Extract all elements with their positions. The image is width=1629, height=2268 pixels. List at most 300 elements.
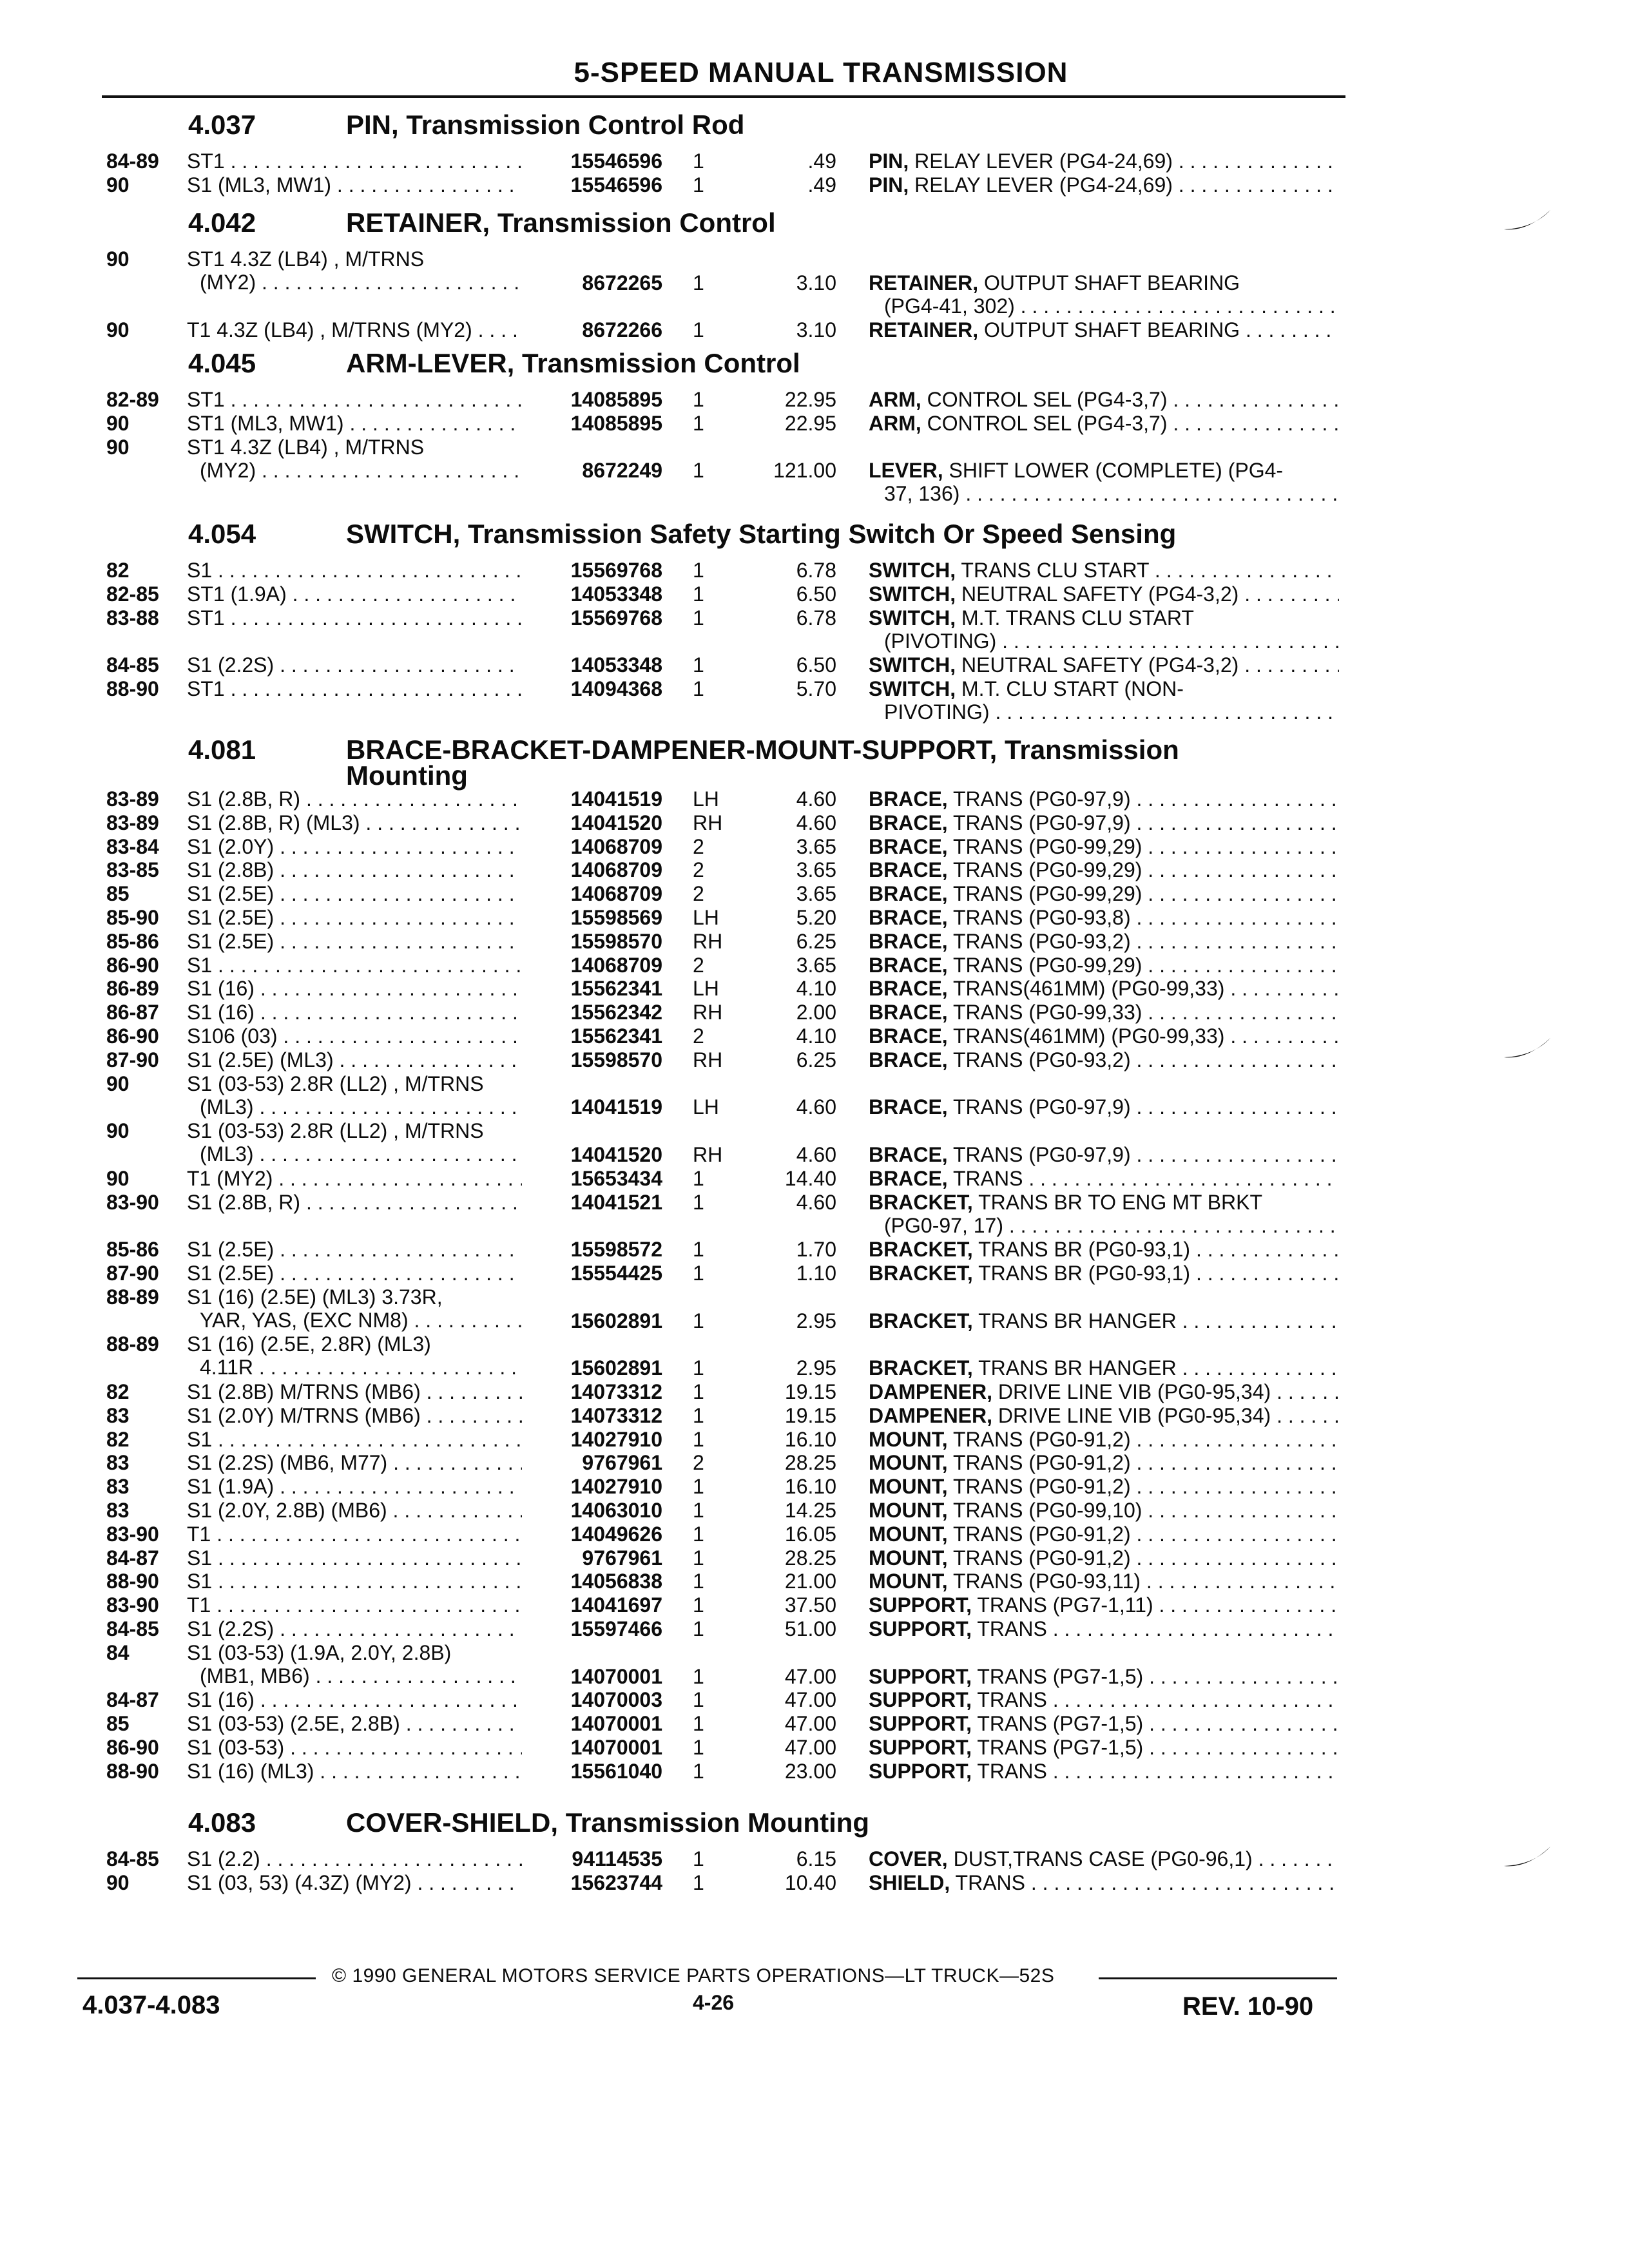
- section-heading: [0, 110, 1629, 148]
- part-description: [869, 1712, 1339, 1735]
- application-text: (MB1, MB6): [200, 1664, 310, 1687]
- description-line: [869, 1499, 1339, 1522]
- description-line: [869, 1736, 1339, 1759]
- part-number: 14041520: [570, 1142, 662, 1166]
- description-text: TRANS (PG7-1,5): [972, 1736, 1144, 1759]
- description-line: [869, 1095, 1339, 1119]
- application-line: [187, 606, 522, 629]
- description-text: TRANS (PG0-97,9): [947, 787, 1131, 811]
- price: 4.60: [796, 1190, 836, 1214]
- description-line: [869, 906, 1339, 929]
- application-text: S1 (2.5E): [187, 882, 275, 906]
- application-line: [187, 930, 522, 953]
- leader-dots: [1131, 1048, 1339, 1072]
- model-years: 83: [106, 1475, 130, 1499]
- application-line: [187, 1546, 522, 1570]
- page-title: 5-SPEED MANUAL TRANSMISSION: [574, 57, 1068, 88]
- application: [187, 1048, 522, 1072]
- application: [187, 811, 522, 834]
- application-line: [187, 811, 522, 834]
- application-text: S1 (1.9A): [187, 1475, 275, 1499]
- parts-row: [0, 435, 1629, 506]
- leader-dots: [256, 459, 522, 482]
- parts-row: [0, 653, 1629, 677]
- parts-row: [0, 1428, 1629, 1452]
- part-number: 15598569: [570, 906, 662, 929]
- application-line: [187, 1847, 522, 1870]
- part-name: ARM,: [869, 411, 921, 435]
- leader-dots: [412, 1871, 522, 1894]
- application: [187, 1001, 522, 1024]
- description-line: [869, 1617, 1339, 1640]
- description-text: TRANS(461MM) (PG0-99,33): [947, 977, 1225, 1001]
- application-text: ST1 4.3Z (LB4) , M/TRNS: [187, 435, 425, 459]
- section-title: SWITCH, Transmission Safety Starting Switch Or Speed Sensing: [346, 519, 1177, 549]
- application-line: [187, 1523, 522, 1546]
- part-name: SUPPORT,: [869, 1688, 972, 1712]
- application-line: [187, 1238, 522, 1261]
- part-name: BRACE,: [869, 1142, 948, 1166]
- model-years: 90: [106, 1166, 130, 1190]
- application-text: S1 (2.0Y): [187, 834, 275, 858]
- part-number: 94114535: [572, 1847, 662, 1870]
- model-years: 84-87: [106, 1688, 159, 1712]
- price: 6.50: [796, 582, 836, 606]
- part-name: DAMPENER,: [869, 1380, 993, 1403]
- description-text: TRANS (PG7-1,5): [972, 1712, 1144, 1736]
- application-text: (MY2): [200, 458, 256, 482]
- leader-dots: [1015, 294, 1339, 318]
- description-line: [869, 1001, 1339, 1024]
- parts-row: [0, 1871, 1629, 1895]
- part-number: 15562341: [570, 1024, 662, 1048]
- price: 10.40: [784, 1870, 836, 1894]
- description-text: TRANS (PG0-99,29): [947, 858, 1142, 882]
- leader-dots: [1224, 1024, 1339, 1048]
- price: 3.65: [796, 858, 836, 882]
- application-text: T1: [187, 1593, 211, 1617]
- description-line: [869, 294, 1339, 318]
- description-line: [869, 173, 1339, 197]
- parts-row: [0, 787, 1629, 811]
- description-text: TRANS (PG0-91,2): [947, 1522, 1131, 1546]
- application: [187, 954, 522, 977]
- price: 28.25: [784, 1546, 836, 1570]
- quantity: 1: [693, 173, 704, 197]
- part-name: SWITCH,: [869, 606, 956, 629]
- application-text: S1 (2.5E) (ML3): [187, 1048, 334, 1072]
- application: [187, 653, 522, 677]
- price: 14.40: [784, 1166, 836, 1190]
- description-line: [869, 582, 1339, 606]
- part-name: PIN,: [869, 173, 909, 197]
- section-heading: [0, 519, 1629, 557]
- part-description: [869, 1451, 1339, 1474]
- quantity: 1: [693, 1712, 704, 1736]
- description-line: [869, 459, 1339, 482]
- leader-dots: [211, 1593, 522, 1617]
- part-number: 8672266: [582, 318, 662, 342]
- application-text: S1 (ML3, MW1): [187, 173, 332, 197]
- description-line: [869, 1214, 1339, 1237]
- quantity: 1: [693, 388, 704, 411]
- quantity: 1: [693, 1190, 704, 1214]
- application-line: [187, 1095, 522, 1119]
- description-text: (PIVOTING): [884, 629, 997, 653]
- leader-dots: [1131, 1475, 1339, 1498]
- price: 3.65: [796, 953, 836, 977]
- application: [187, 787, 522, 811]
- leader-dots: [387, 1499, 522, 1522]
- application-text: ST1: [187, 606, 225, 629]
- description-text: DUST,TRANS CASE (PG0-96,1): [947, 1847, 1253, 1870]
- model-years: 86-89: [106, 977, 159, 1001]
- application: [187, 1546, 522, 1570]
- application-line: [187, 1593, 522, 1617]
- part-description: [869, 149, 1339, 173]
- part-description: [869, 582, 1339, 606]
- part-description: [869, 1475, 1339, 1498]
- quantity: 1: [693, 1546, 704, 1570]
- description-text: RELAY LEVER (PG4-24,69): [909, 173, 1173, 197]
- part-number: 14068709: [570, 953, 662, 977]
- part-description: [869, 1404, 1339, 1427]
- part-number: 15554425: [570, 1262, 662, 1285]
- leader-dots: [1131, 1143, 1339, 1166]
- part-name: BRACE,: [869, 811, 948, 834]
- model-years: 86-90: [106, 953, 159, 977]
- price: 28.25: [784, 1451, 836, 1475]
- description-line: [869, 1847, 1339, 1870]
- price: 16.05: [784, 1522, 836, 1546]
- part-name: BRACE,: [869, 1095, 948, 1119]
- part-description: [869, 1143, 1339, 1166]
- leader-dots: [1167, 412, 1339, 435]
- application: [187, 1262, 522, 1285]
- leader-dots: [1177, 1309, 1339, 1332]
- model-years: 83-89: [106, 811, 159, 834]
- leader-dots: [1177, 1356, 1339, 1379]
- part-number: 14056838: [570, 1570, 662, 1593]
- leader-dots: [254, 1142, 522, 1166]
- part-name: MOUNT,: [869, 1475, 948, 1499]
- application-line: [187, 906, 522, 929]
- leader-dots: [255, 1001, 522, 1024]
- footer-copyright: © 1990 GENERAL MOTORS SERVICE PARTS OPERATIONS—LT TRUCK—52S: [332, 1965, 1055, 1986]
- leader-dots: [421, 1380, 522, 1403]
- price: 3.10: [796, 318, 836, 342]
- part-description: [869, 1238, 1339, 1261]
- part-number: 14070001: [570, 1664, 662, 1688]
- leader-dots: [225, 388, 522, 411]
- part-description: [869, 559, 1339, 582]
- part-description: [869, 1847, 1339, 1870]
- part-description: [869, 412, 1339, 435]
- leader-dots: [1271, 1404, 1339, 1427]
- description-text: OUTPUT SHAFT BEARING: [978, 318, 1240, 342]
- part-number: 14070001: [570, 1712, 662, 1736]
- leader-dots: [1143, 1665, 1339, 1688]
- application: [187, 388, 522, 411]
- model-years: 83: [106, 1451, 130, 1475]
- description-line: [869, 700, 1339, 724]
- quantity: 2: [693, 953, 704, 977]
- leader-dots: [300, 787, 522, 811]
- leader-dots: [1131, 906, 1339, 929]
- part-number: 14063010: [570, 1499, 662, 1522]
- parts-row: [0, 1332, 1629, 1380]
- description-line: [869, 677, 1339, 700]
- section-title: RETAINER, Transmission Control: [346, 207, 776, 238]
- application: [187, 1332, 522, 1379]
- application: [187, 1404, 522, 1427]
- price: 4.10: [796, 1024, 836, 1048]
- model-years: 84-85: [106, 1847, 159, 1870]
- parts-row: [0, 173, 1629, 197]
- application-text: S1 (2.8B, R): [187, 1190, 301, 1214]
- parts-row: [0, 1024, 1629, 1048]
- part-name: SUPPORT,: [869, 1617, 972, 1640]
- price: 14.25: [784, 1499, 836, 1522]
- model-years: 88-90: [106, 677, 159, 700]
- description-text: TRANS: [947, 1166, 1023, 1190]
- application-text: ST1 (ML3, MW1): [187, 411, 344, 435]
- price: .49: [807, 149, 836, 173]
- application: [187, 318, 522, 341]
- parts-row: [0, 835, 1629, 859]
- leader-dots: [274, 1475, 522, 1498]
- description-line: [869, 1356, 1339, 1379]
- application: [187, 1238, 522, 1261]
- parts-row: [0, 1499, 1629, 1523]
- part-number: 9767961: [582, 1451, 662, 1475]
- leader-dots: [1153, 1593, 1339, 1617]
- leader-dots: [1142, 882, 1339, 905]
- parts-row: [0, 954, 1629, 977]
- parts-row: [0, 318, 1629, 342]
- leader-dots: [274, 835, 522, 858]
- part-description: [869, 1428, 1339, 1451]
- application: [187, 1428, 522, 1451]
- model-years: 90: [106, 1870, 130, 1894]
- description-line: [869, 1665, 1339, 1688]
- quantity: LH: [693, 906, 719, 929]
- description-line: [869, 1570, 1339, 1593]
- leader-dots: [212, 1428, 522, 1451]
- quantity: 1: [693, 1166, 704, 1190]
- quantity: LH: [693, 1095, 719, 1119]
- description-text: TRANS (PG0-91,2): [947, 1475, 1131, 1499]
- model-years: 82: [106, 1380, 130, 1403]
- description-line: [869, 882, 1339, 905]
- description-line: [869, 1593, 1339, 1617]
- leader-dots: [287, 582, 522, 606]
- application-text: S1: [187, 953, 213, 977]
- model-years: 83-84: [106, 834, 159, 858]
- quantity: 2: [693, 1451, 704, 1475]
- part-number: 15598570: [570, 1048, 662, 1072]
- application-line: [187, 858, 522, 881]
- application-text: S1 (2.8B, R) (ML3): [187, 811, 360, 834]
- model-years: 87-90: [106, 1048, 159, 1072]
- model-years: 83-90: [106, 1522, 159, 1546]
- leader-dots: [1047, 1760, 1339, 1783]
- price: 37.50: [784, 1593, 836, 1617]
- leader-dots: [334, 1048, 522, 1072]
- binder-hole-mark-bottom: [1501, 1843, 1553, 1875]
- description-text: TRANS (PG0-93,2): [947, 929, 1131, 953]
- description-line: [869, 1143, 1339, 1166]
- header-rule: [102, 95, 1345, 98]
- part-description: [869, 459, 1339, 505]
- application: [187, 1499, 522, 1522]
- description-text: DRIVE LINE VIB (PG0-95,34): [992, 1403, 1271, 1427]
- footer-rule-left: [77, 1977, 316, 1979]
- application: [187, 1871, 522, 1894]
- quantity: 1: [693, 459, 704, 483]
- application: [187, 1641, 522, 1687]
- description-line: [869, 1760, 1339, 1783]
- application: [187, 858, 522, 881]
- application: [187, 1024, 522, 1048]
- application: [187, 247, 522, 294]
- application: [187, 582, 522, 606]
- description-text: SHIFT LOWER (COMPLETE) (PG4-: [943, 459, 1284, 483]
- parts-row: [0, 1712, 1629, 1736]
- leader-dots: [278, 1024, 522, 1048]
- description-text: TRANS (PG0-91,2): [947, 1451, 1131, 1475]
- leader-dots: [260, 1847, 522, 1870]
- description-line: [869, 930, 1339, 953]
- part-name: MOUNT,: [869, 1570, 948, 1593]
- leader-dots: [1143, 1712, 1339, 1735]
- quantity: 1: [693, 1570, 704, 1593]
- parts-row: [0, 559, 1629, 582]
- model-years: 90: [106, 1119, 130, 1143]
- part-number: 15562341: [570, 977, 662, 1001]
- parts-row: [0, 1847, 1629, 1871]
- leader-dots: [400, 1712, 522, 1735]
- quantity: 2: [693, 834, 704, 858]
- part-description: [869, 858, 1339, 881]
- part-number: 15597466: [570, 1617, 662, 1640]
- part-name: BRACKET,: [869, 1309, 973, 1332]
- description-line: [869, 1380, 1339, 1403]
- application: [187, 1451, 522, 1474]
- price: 5.20: [796, 906, 836, 929]
- footer-section-range: 4.037-4.083: [82, 1991, 220, 2019]
- parts-row: [0, 1593, 1629, 1617]
- part-description: [869, 1499, 1339, 1522]
- application-line: [187, 1641, 522, 1664]
- description-text: TRANS (PG7-1,5): [972, 1664, 1144, 1688]
- application-text: T1: [187, 1522, 211, 1546]
- description-text: TRANS (PG0-99,29): [947, 882, 1142, 906]
- part-number: 14068709: [570, 858, 662, 882]
- part-number: 8672249: [582, 459, 662, 483]
- part-name: BRACE,: [869, 906, 948, 929]
- leader-dots: [314, 1760, 522, 1783]
- leader-dots: [1131, 1546, 1339, 1570]
- binder-hole-mark-middle: [1501, 1034, 1553, 1066]
- description-line: [869, 1048, 1339, 1072]
- section-number: 4.042: [188, 207, 256, 238]
- part-description: [869, 977, 1339, 1000]
- price: 3.65: [796, 834, 836, 858]
- application-line: [187, 677, 522, 700]
- application: [187, 1119, 522, 1166]
- price: 2.00: [796, 1001, 836, 1024]
- price: 47.00: [784, 1736, 836, 1759]
- application-text: S1 (03-53) (2.5E, 2.8B): [187, 1712, 400, 1736]
- part-name: BRACE,: [869, 882, 948, 906]
- application-line: [187, 436, 522, 459]
- application-line: [187, 1024, 522, 1048]
- application-line: [187, 1664, 522, 1687]
- part-description: [869, 1356, 1339, 1379]
- application-text: S1 (03-53) 2.8R (LL2) , M/TRNS: [187, 1119, 484, 1143]
- price: 1.70: [796, 1238, 836, 1262]
- part-description: [869, 1191, 1339, 1237]
- leader-dots: [1239, 653, 1339, 677]
- price: 4.60: [796, 1095, 836, 1119]
- parts-row: [0, 1641, 1629, 1689]
- application-line: [187, 1191, 522, 1214]
- price: 16.10: [784, 1475, 836, 1499]
- application-text: ST1: [187, 149, 225, 173]
- part-name: SUPPORT,: [869, 1759, 972, 1783]
- part-number: 14041519: [570, 787, 662, 811]
- application-text: (ML3): [200, 1142, 254, 1166]
- application: [187, 1475, 522, 1498]
- part-description: [869, 677, 1339, 724]
- application-line: [187, 1428, 522, 1451]
- description-line: [869, 149, 1339, 173]
- description-text: TRANS: [950, 1870, 1025, 1894]
- leader-dots: [274, 1617, 522, 1640]
- application-line: [187, 1001, 522, 1024]
- description-text: TRANS (PG0-93,8): [947, 906, 1131, 929]
- description-text: TRANS: [972, 1759, 1047, 1783]
- leader-dots: [274, 906, 522, 929]
- part-number: 14041521: [570, 1190, 662, 1214]
- part-description: [869, 1095, 1339, 1119]
- price: 2.95: [796, 1309, 836, 1332]
- description-line: [869, 1688, 1339, 1711]
- parts-row: [0, 882, 1629, 906]
- parts-row: [0, 247, 1629, 318]
- part-name: SUPPORT,: [869, 1664, 972, 1688]
- parts-row: [0, 1119, 1629, 1167]
- leader-dots: [1142, 858, 1339, 881]
- quantity: 1: [693, 606, 704, 629]
- application-text: S1 (16) (ML3): [187, 1759, 314, 1783]
- part-description: [869, 954, 1339, 977]
- application-line: [187, 559, 522, 582]
- description-line: [869, 271, 1339, 294]
- parts-row: [0, 149, 1629, 173]
- application: [187, 1191, 522, 1214]
- application-line: [187, 173, 522, 197]
- parts-row: [0, 1475, 1629, 1499]
- leader-dots: [1190, 1238, 1339, 1261]
- leader-dots: [254, 1095, 522, 1119]
- quantity: 2: [693, 882, 704, 906]
- model-years: 88-90: [106, 1570, 159, 1593]
- part-name: MOUNT,: [869, 1522, 948, 1546]
- application: [187, 1072, 522, 1119]
- application-line: [187, 954, 522, 977]
